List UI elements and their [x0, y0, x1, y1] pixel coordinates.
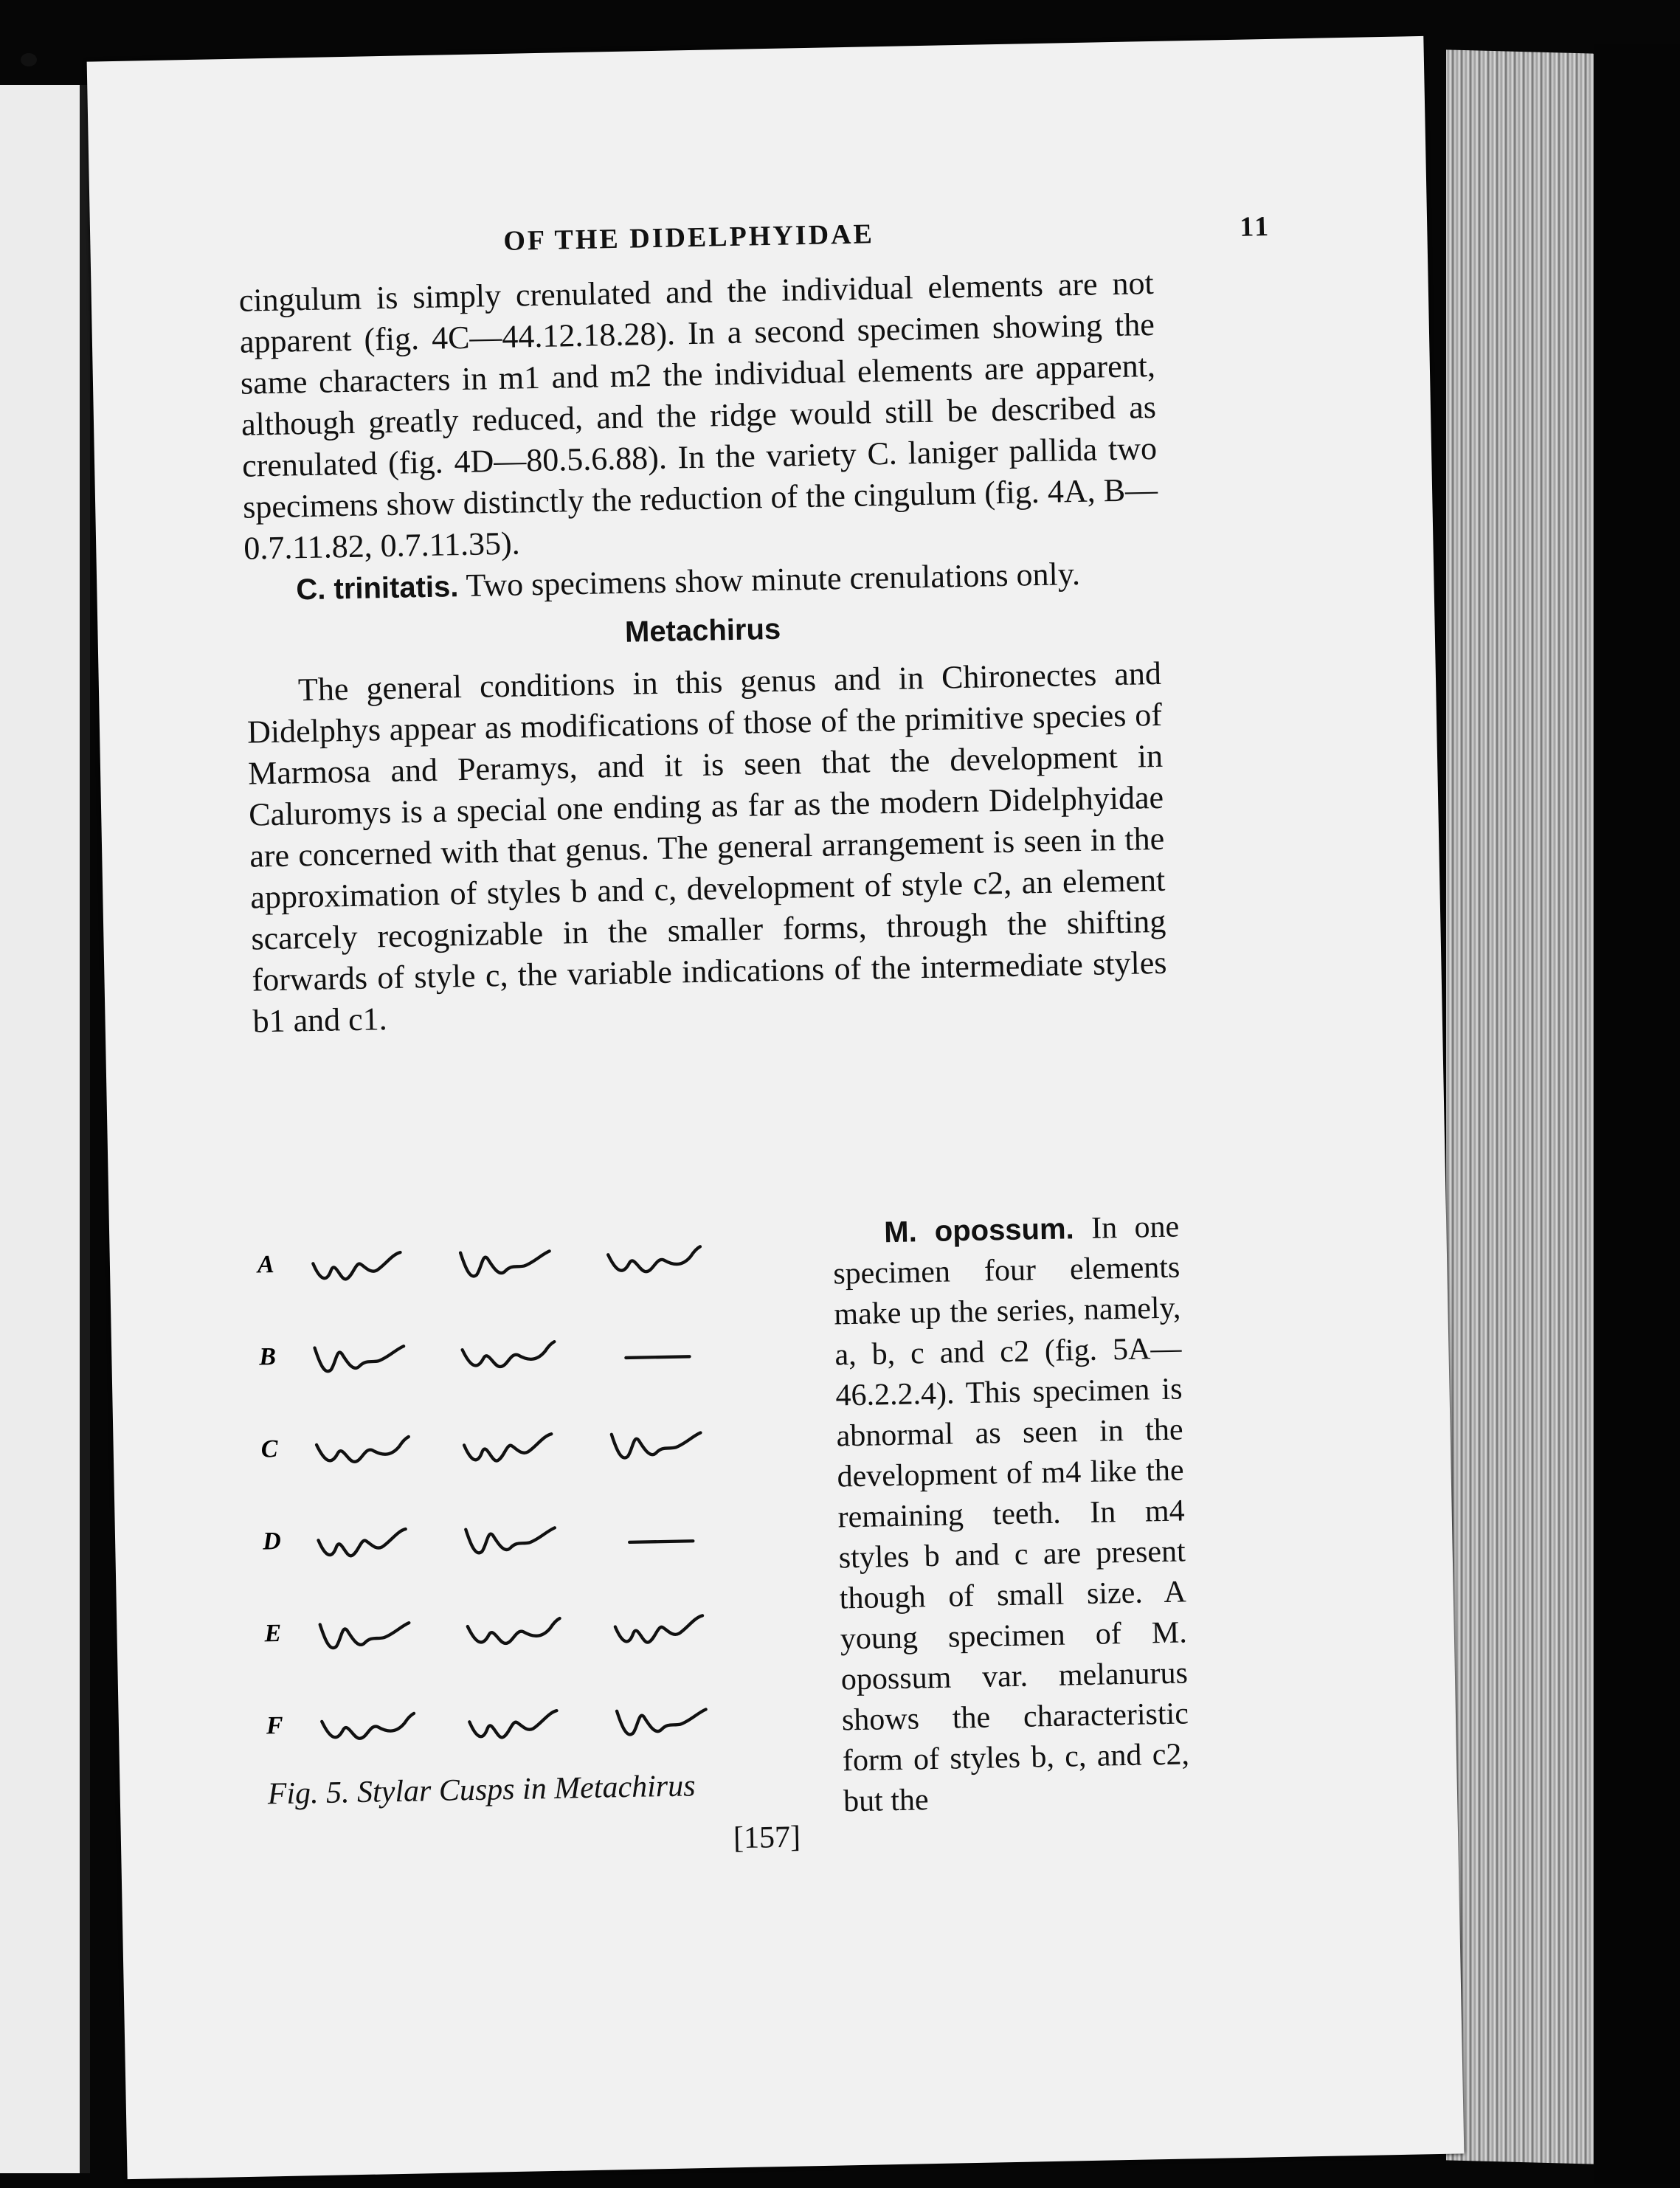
- book-page-edges: [1446, 49, 1594, 2164]
- figure-row: [266, 1697, 812, 1767]
- figure-row: [257, 1236, 803, 1305]
- cusp-profile: [314, 1520, 418, 1574]
- paragraph-2-text: Two specimens show minute crenulations only.: [466, 555, 1081, 604]
- main-text: [238, 263, 1168, 1043]
- cusp-profile: [311, 1336, 415, 1390]
- figure-row-letter: B: [259, 1343, 277, 1371]
- running-head: [503, 210, 1271, 258]
- cusp-profile: [463, 1610, 567, 1664]
- dust-speck: [21, 53, 37, 66]
- cusp-profile: [611, 1607, 715, 1661]
- cusp-profile: [317, 1705, 421, 1759]
- cusp-profile: [458, 1333, 562, 1387]
- cusp-profile: [612, 1699, 716, 1753]
- cusp-profile: [460, 1426, 564, 1480]
- cusp-profile: [604, 1238, 708, 1292]
- cusp-profile: [607, 1423, 711, 1477]
- cusp-profile: [316, 1612, 420, 1666]
- cusp-profile: [308, 1243, 412, 1297]
- absent-cusp-dash: [606, 1331, 710, 1384]
- figure-row-letter: D: [262, 1527, 282, 1556]
- background-shadow: [1594, 44, 1680, 2184]
- figure-row-letter: A: [257, 1251, 274, 1279]
- cusp-profile: [465, 1702, 569, 1756]
- figure-stylar-cusps: [257, 1236, 813, 1807]
- figure-row: [259, 1328, 806, 1398]
- running-head-title: OF THE DIDELPHYIDAE: [502, 218, 875, 257]
- book-page: [87, 36, 1465, 2179]
- species-lead: C. trinitatis.: [295, 570, 459, 607]
- paragraph-3: The general conditions in this genus and in Chironectes and Didelphys appear as modifications of those of the primitive species of Marmosa and Peramys, and it is seen that the development in Caluromys is a special one ending as far as the modern Didelphyidae are concerned with that genus. The general arrangement is seen in the approximation of styles b and c, development of style c2, an element scarcely recognizable in the smaller forms, through the shifting forwards of style c, the variable indications of the intermediate styles b1 and c1.: [246, 655, 1167, 1040]
- page-number: [157]: [733, 1820, 801, 1856]
- figure-caption: Fig. 5. Stylar Cusps in Metachirus: [267, 1769, 696, 1812]
- paragraph-4: [832, 1207, 1191, 1823]
- folio: 11: [1239, 210, 1271, 243]
- figure-row: [260, 1421, 807, 1490]
- cusp-profile: [456, 1241, 560, 1295]
- side-column: [832, 1207, 1191, 1823]
- facing-page-edge: [0, 85, 90, 2173]
- paragraph-4-text: In one specimen four elements make up the series, namely, a, b, c and c2 (fig. 5A—46.2.2.4). This specimen is abnormal as seen in the development of m4 like the remaining teeth. In m4 styles b and c are present though of small size. A young specimen of M. opossum var. melanurus shows the characteristic form of styles b, c, and c2, but the: [832, 1209, 1190, 1819]
- figure-row-letter: F: [266, 1711, 283, 1740]
- section-heading: Metachirus: [624, 612, 781, 649]
- cusp-profile: [462, 1518, 566, 1572]
- absent-cusp-dash: [609, 1515, 713, 1569]
- species-lead: M. opossum.: [883, 1212, 1075, 1249]
- paragraph-1: cingulum is simply crenulated and the individual elements are not apparent (fig. 4C—44.12.18.28). In a second specimen showing the same characters in m1 and m2 the individual elements are apparent, although greatly reduced, and the ridge would still be described as crenulated (fig. 4D—80.5.6.88). In the variety C. laniger pallida two specimens show distinctly the reduction of the cingulum (fig. 4A, B—0.7.11.82, 0.7.11.35).: [238, 264, 1158, 567]
- cusp-profile: [312, 1428, 416, 1482]
- figure-row: [263, 1513, 809, 1582]
- figure-row-letter: E: [264, 1619, 282, 1648]
- figure-row-letter: C: [260, 1435, 278, 1463]
- figure-row: [264, 1605, 811, 1674]
